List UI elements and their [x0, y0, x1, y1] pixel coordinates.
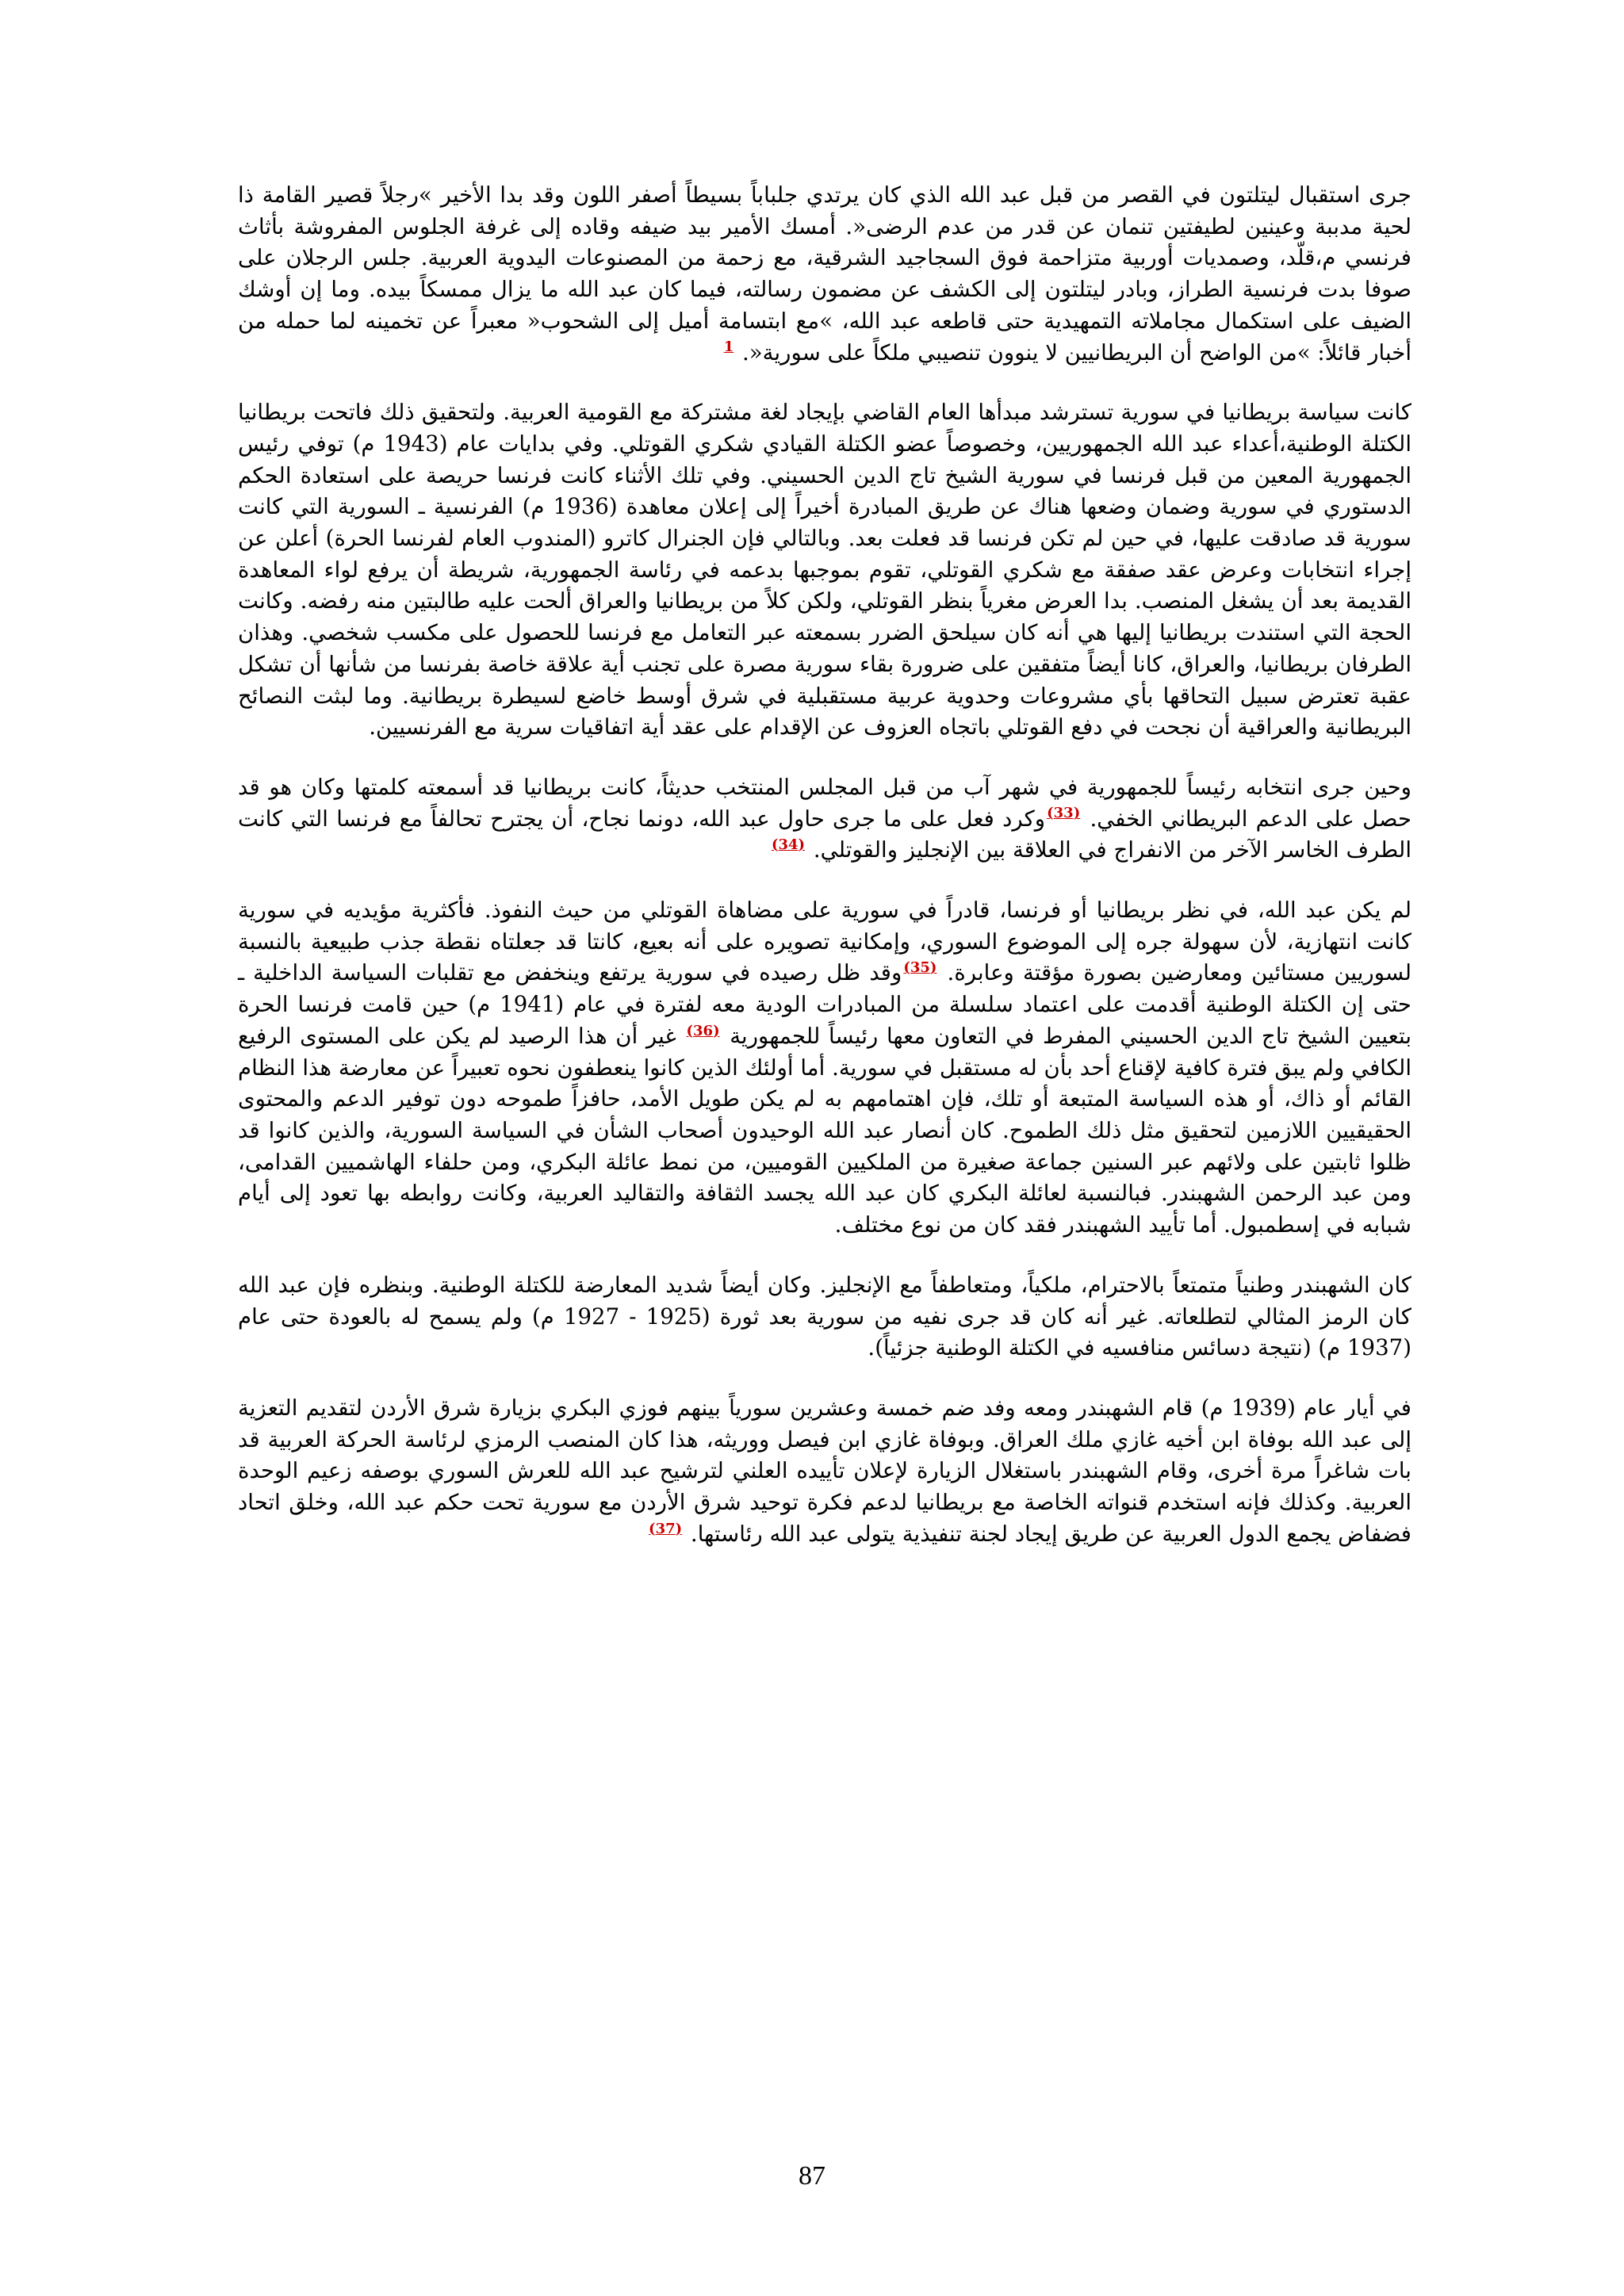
paragraph [238, 1269, 1411, 1364]
document-page [238, 179, 1411, 2209]
body-text [238, 179, 1411, 1549]
paragraph-text: في أيار عام (1939 م) قام الشهبندر ومعه وفد ضم خمسة وعشرين سورياً بينهم فوزي البكري بزيارة شرق الأردن لتقديم التعزية إلى عبد الله بوفاة ابن أخيه غازي ملك العراق. وبوفاة غازي ابن فيصل ووريثه، هذا كان المنصب الرمزي لرئاسة الحركة العربية قد بات شاغراً مرة أخرى، وقام الشهبندر باستغلال الزيارة لإعلان تأييده العلني لترشيح عبد الله للعرش السوري بوصفه زعيم الوحدة العربية. وكذلك فإنه استخدم قنواته الخاصة مع بريطانيا لدعم فكرة توحيد شرق الأردن مع سورية تحت حكم عبد الله، وخلق اتحاد فضفاض يجمع الدول العربية عن طريق إيجاد لجنة تنفيذية يتولى عبد الله رئاستها. [238, 1394, 1411, 1547]
paragraph [238, 771, 1411, 866]
page-number: 87 [799, 2161, 825, 2191]
footnote-link[interactable]: (34) [771, 836, 806, 854]
paragraph-text: كانت سياسة بريطانيا في سورية تسترشد مبدأها العام القاضي بإيجاد لغة مشتركة مع القومية العربية. ولتحقيق ذلك فاتحت بريطانيا الكتلة الوطنية،أعداء عبد الله الجمهوريين، وخصوصاً عضو الكتلة القيادي شكري القوتلي. وفي بدايات عام (1943 م) توفي رئيس الجمهورية المعين من قبل فرنسا في سورية الشيخ تاج الدين الحسيني. وفي تلك الأثناء كانت فرنسا حريصة على استعادة الحكم الدستوري في سورية وضمان وضعها هناك عن طريق المبادرة أخيراً إلى إعلان معاهدة (1936 م) الفرنسية ـ السورية التي كانت سورية قد صادقت عليها، في حين لم تكن فرنسا قد فعلت بعد. وبالتالي فإن الجنرال كاترو (المندوب العام لفرنسا الحرة) أعلن عن إجراء انتخابات وعرض عقد صفقة مع شكري القوتلي، تقوم بموجبها بدعمه في رئاسة الجمهورية، شريطة أن يرفع لواء المعاهدة القديمة بعد أن يشغل المنصب. بدا العرض مغرياً بنظر القوتلي، ولكن كلاً من بريطانيا والعراق ألحت عليه طالبتين منه رفضه. وكانت الحجة التي استندت بريطانيا إليها هي أنه كان سيلحق الضرر بسمعته عبر التعامل مع فرنسا للحصول على مكسب شخصي. وهذان الطرفان بريطانيا، والعراق، كانا أيضاً متفقين على ضرورة بقاء سورية مصرة على تجنب أية علاقة خاصة بفرنسا من شأنها أن تشكل عقبة تعترض سبيل التحاقها بأي مشروعات وحدوية عربية مستقبلية في شرق أوسط خاضع لسيطرة بريطانية. وما لبثت النصائح البريطانية والعراقية أن نجحت في دفع القوتلي باتجاه العزوف عن الإقدام على عقد أية اتفاقيات سرية مع الفرنسيين. [238, 399, 1411, 740]
paragraph-text: وقد ظل رصيده في سورية يرتفع وينخفض مع تقلبات السياسة الداخلية ـ حتى إن الكتلة الوطنية أقدمت على اعتماد سلسلة من المبادرات الودية معه لفترة في عام (1941 م) حين قامت فرنسا الحرة بتعيين الشيخ تاج الدين الحسيني المفرط في التعاون معها رئيساً للجمهورية [238, 959, 1411, 1049]
paragraph [238, 179, 1411, 368]
paragraph-text: غير أن هذا الرصيد لم يكن على المستوى الرفيع الكافي ولم يبق فترة كافية لإقناع أحد بأن له مستقبل في سورية. أما أولئك الذين كانوا ينعطفون نحوه تعبيراً عن معارضة هذا النظام القائم أو ذاك، أو هذه السياسة المتبعة أو تلك، فإن اهتمامهم به لم يكن طويل الأمد، حافزاً طموحه دون توفير الدعم والمحتوى الحقيقيين اللازمين لتحقيق مثل ذلك الطموح. كان أنصار عبد الله الوحيدون أصحاب الشأن في السياسة السورية، والذين كانوا قد ظلوا ثابتين على ولائهم عبر السنين جماعة صغيرة من الملكيين القوميين، من نمط عائلة البكري، ومن حلفاء الهاشميين القدامى، ومن عبد الرحمن الشهبندر. فبالنسبة لعائلة البكري كان عبد الله يجسد الثقافة والتقاليد العربية، وكانت روابطه بها تعود إلى أيام شبابه في إسطمبول. أما تأييد الشهبندر فقد كان من نوع مختلف. [238, 1022, 1411, 1238]
paragraph [238, 396, 1411, 743]
paragraph-text: لم يكن عبد الله، في نظر بريطانيا أو فرنسا، قادراً في سورية على مضاهاة القوتلي من حيث النفوذ. فأكثرية مؤيديه في سورية كانت انتهازية، لأن سهولة جره إلى الموضوع السوري، وإمكانية تصويره على أنه بعيع، كانتا قد جعلتاه نقطة جذب طبيعية بالنسبة لسوريين مستائين ومعارضين بصورة مؤقتة وعابرة. [238, 897, 1412, 986]
footnote-link[interactable]: 1 [723, 339, 734, 356]
footnote-link[interactable]: (33) [1047, 805, 1081, 822]
footnote-link[interactable]: (36) [686, 1022, 720, 1039]
paragraph-text: كان الشهبندر وطنياً متمتعاً بالاحترام، ملكياً، ومتعاطفاً مع الإنجليز. وكان أيضاً شديد المعارضة للكتلة الوطنية. وبنظره فإن عبد الله كان الرمز المثالي لتطلعاته. غير أنه كان قد جرى نفيه من سورية بعد ثورة (1925 - 1927 م) ولم يسمح له بالعودة حتى عام (1937 م) (نتيجة دسائس منافسيه في الكتلة الوطنية جزئياً). [238, 1271, 1411, 1361]
footnote-link[interactable]: (37) [649, 1520, 683, 1537]
paragraph [238, 1392, 1411, 1550]
paragraph-text: جرى استقبال ليتلتون في القصر من قبل عبد الله الذي كان يرتدي جلباباً بسيطاً أصفر اللون وقد بدا الأخير »رجلاً قصير القامة ذا لحية مدببة وعينين لطيفتين تنمان عن قدر من عدم الرضى«. أمسك الأمير بيد ضيفه وقاده إلى غرفة الجلوس المفروشة بأثاث فرنسي م،قلّد، وصمديات أوربية متزاحمة فوق السجاجيد الشرقية، مع زحمة من المصنوعات اليدوية العربية. جلس الرجلان على صوفا بدت فرنسية الطراز، وبادر ليتلتون إلى الكشف عن مضمون رسالته، فيما كان عبد الله ما يزال ممسكاً بيده. وما إن أوشك الضيف على استكمال مجاملاته التمهيدية حتى قاطعه عبد الله، »مع ابتسامة أميل إلى الشحوب« معبراً عن تخمينه لما حمله من أخبار قائلاً: »من الواضح أن البريطانيين لا ينوون تنصيبي ملكاً على سورية«. [238, 182, 1411, 365]
paragraph-text: وكرد فعل على ما جرى حاول عبد الله، دونما نجاح، أن يجترح تحالفاً مع فرنسا التي كانت الطرف الخاسر الآخر من الانفراج في العلاقة بين الإنجليز والقوتلي. [238, 805, 1411, 863]
footnote-link[interactable]: (35) [903, 959, 937, 977]
paragraph [238, 894, 1411, 1241]
paragraph-text: وحين جرى انتخابه رئيساً للجمهورية في شهر آب من قبل المجلس المنتخب حديثاً، كانت بريطانيا قد أسمعته كلمتها وكان هو قد حصل على الدعم البريطاني الخفي. [238, 773, 1411, 832]
